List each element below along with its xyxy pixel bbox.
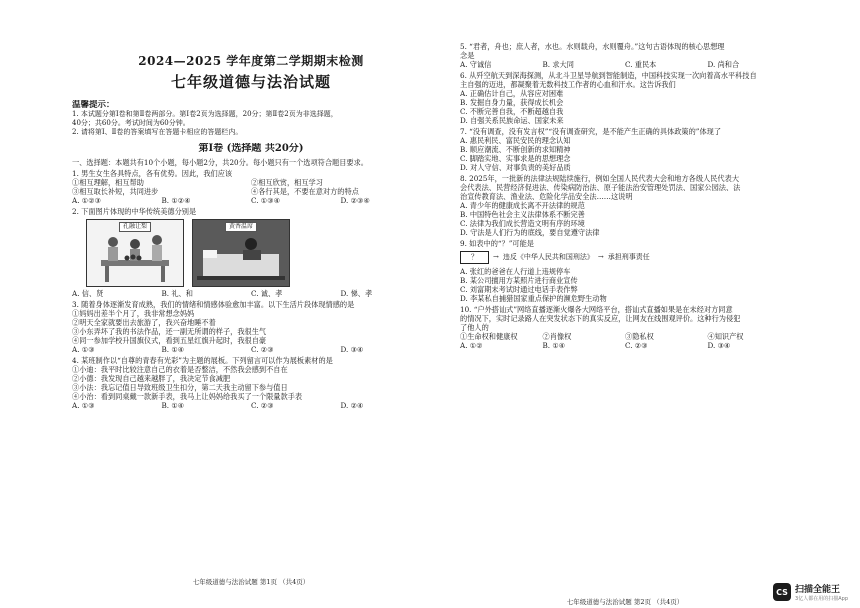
exam-title: 七年级道德与法治试题 bbox=[170, 73, 331, 91]
statement-item: ①妈妈出差半个月了，我非常想念妈妈 bbox=[72, 309, 195, 319]
question-stem-cont: 的情况下，实时记录路人在突发状态下的真实反应，让网友在线围观评价。这种行为侵犯 bbox=[460, 313, 741, 323]
answer-option: D. 悌、孝 bbox=[340, 289, 373, 299]
panel-caption: 孔融让梨 bbox=[119, 222, 151, 232]
question-stem: 2. 下面图片体现的中华传统美德分别是 bbox=[72, 207, 197, 217]
question-stem: 5. “君者，舟也；庶人者，水也。水则载舟，水则覆舟。”这句古语体现的核心思想理 bbox=[460, 42, 725, 51]
question-2 bbox=[72, 207, 430, 298]
answer-option: C. ②③ bbox=[625, 340, 648, 350]
question-stem: 1. 男生女生各具特点，各有优势。因此，我们应该 bbox=[72, 169, 233, 179]
answer-option: A. 青少年的健康成长离不开法律的规范 bbox=[460, 201, 585, 210]
scanner-app-name: 扫描全能王 bbox=[795, 585, 841, 595]
question-10 bbox=[460, 305, 790, 350]
answer-option: A. 惠民利民、富民安民的理念认知 bbox=[460, 136, 571, 145]
consequence-flow bbox=[460, 251, 790, 264]
arrow-right-icon: → bbox=[597, 253, 604, 261]
answer-option: B. ①②④ bbox=[161, 196, 191, 206]
answer-option: A. 正确估计自己，从容应对困难 bbox=[460, 89, 564, 98]
question-stem: 7. “没有调查，没有发言权”“没有调查研究，是不能产生正确的具体政策的”体现了 bbox=[460, 127, 722, 136]
question-stem-cont: 主自强的迈进，都凝聚着无数科技工作者的心血和汗水。这告诉我们 bbox=[460, 80, 676, 89]
question-stem-cont: 治宣传教育法、渔业法、危险化学品安全法……这说明 bbox=[460, 192, 633, 201]
question-5 bbox=[460, 42, 790, 69]
answer-option: D. ②④ bbox=[340, 401, 364, 411]
answer-option: A. ①③ bbox=[72, 401, 95, 411]
answer-option: A. ①② bbox=[460, 340, 483, 350]
question-8 bbox=[460, 174, 790, 237]
camscanner-logo-icon: CS bbox=[773, 583, 791, 601]
notice-line: 40分；共60分。考试时间为60分钟。 bbox=[72, 119, 190, 128]
statement-item: ①生命权和健康权 bbox=[460, 331, 518, 341]
statement-item: ①小迪：我平时比较注意自己的衣着是否整洁，不然我会感到不自在 bbox=[72, 365, 288, 375]
answer-option: C. 诚、孝 bbox=[251, 289, 283, 299]
notice-line: 1. 本试题分第Ⅰ卷和第Ⅱ卷两部分。第Ⅰ卷2页为选择题，20分；第Ⅱ卷2页为非选择题， bbox=[72, 110, 338, 119]
question-stem-cont: 念是 bbox=[460, 51, 475, 60]
question-3 bbox=[72, 300, 430, 354]
answer-option: D. 自强关系民族命运、国家未来 bbox=[460, 116, 564, 125]
answer-option: C. ①③④ bbox=[251, 196, 281, 206]
answer-option: A. 信、贤 bbox=[72, 289, 104, 299]
statement-item: ②肖像权 bbox=[542, 331, 572, 341]
answer-option: D. 守法是人们行为的底线，要自觉遵守法律 bbox=[460, 228, 600, 237]
question-stem-cont: 了他人的 bbox=[460, 322, 489, 332]
answer-option: A. 张红的爸爸在人行道上违规停车 bbox=[460, 266, 571, 276]
answer-option: B. 发掘自身力量，获得成长机会 bbox=[460, 98, 564, 107]
answer-option: C. 脚踏实地、实事求是的思想理念 bbox=[460, 154, 571, 163]
answer-option: A. 守诚信 bbox=[460, 60, 492, 69]
question-4 bbox=[72, 356, 430, 410]
page-footer: 七年级道德与法治试题 第2页 （共4页） bbox=[566, 597, 684, 606]
question-stem: 6. 从歼空航天到深海探测，从北斗卫星导航到智能制造，中国科技实现一次向着高水平科技自 bbox=[460, 71, 757, 80]
answer-option: B. ①④ bbox=[542, 340, 566, 350]
statement-item: ③小东弄坏了我的书法作品，还一副无所谓的样子，我很生气 bbox=[72, 327, 267, 337]
panel-caption: 黄香温席 bbox=[225, 222, 257, 232]
question-stem: 3. 随着身体逐渐发育成熟，我们的情绪和情感体验愈加丰富。以下生活片段体现情感的是 bbox=[72, 300, 355, 310]
page-footer: 七年级道德与法治试题 第1页 （共4页） bbox=[192, 577, 310, 586]
exam-page-2 bbox=[460, 40, 790, 606]
statement-item: ④小治：看到同桌戴一款新手表，我马上让妈妈给我买了一个限量款手表 bbox=[72, 392, 303, 402]
answer-option: B. ①④ bbox=[161, 345, 185, 355]
answer-option: B. 礼、和 bbox=[161, 289, 193, 299]
flow-step: 承担刑事责任 bbox=[607, 253, 650, 261]
flow-unknown-box: ？ bbox=[460, 251, 489, 264]
answer-option: D. 李某私自捕猎国家重点保护的濒危野生动物 bbox=[460, 293, 607, 303]
scanner-watermark bbox=[773, 582, 848, 602]
answer-option: C. ②③ bbox=[251, 401, 274, 411]
question-stem: 9. 如表中的“？”可能是 bbox=[460, 239, 534, 248]
statement-item: ③相互取长补短，共同进步 bbox=[72, 187, 159, 197]
answer-option: A. ①③ bbox=[72, 345, 95, 355]
arrow-right-icon: → bbox=[493, 253, 499, 261]
statement-item: ③小法：我忘记值日导致班级卫生扣分，第二天我主动留下参与值日 bbox=[72, 383, 288, 393]
answer-option: D. ③④ bbox=[340, 345, 364, 355]
statement-item: ③隐私权 bbox=[625, 331, 654, 341]
question-stem: 10. “户外搭讪式”网络直播逐渐火爆各大网络平台，搭讪式直播如果是在未经对方同意 bbox=[460, 304, 733, 314]
answer-option: D. ③④ bbox=[707, 340, 731, 350]
answer-option: C. 法律为我们成长营造文明有序的环境 bbox=[460, 219, 585, 228]
notice-heading: 温馨提示： bbox=[72, 99, 115, 110]
answer-option: C. 不断完善自我，不断超越自我 bbox=[460, 107, 564, 116]
answer-option: C. ②③ bbox=[251, 345, 274, 355]
answer-option: C. 刘富期末考试时通过电话手表作弊 bbox=[460, 284, 578, 294]
question-stem-cont: 会代表法、民营经济促进法、传染病防治法、原子能法治安管理处罚法、国家公园法、法 bbox=[460, 183, 741, 192]
question-stem: 4. 某班制作以“自尊的青春有光彩”为主题的展板。下列留言可以作为展板素材的是 bbox=[72, 356, 333, 366]
answer-option: D. ②③④ bbox=[340, 196, 370, 206]
part-title: 第Ⅰ卷 (选择题 共20分) bbox=[198, 142, 304, 154]
statement-item: ④知识产权 bbox=[707, 331, 744, 341]
answer-option: B. 某公司擅用方某照片进行商业宣传 bbox=[460, 275, 578, 285]
statement-item: ①相互理解，相互帮助 bbox=[72, 178, 144, 188]
notice-line: 2. 请将第Ⅰ、Ⅱ卷的答案填写在答题卡相应的答题栏内。 bbox=[72, 127, 243, 136]
exam-page-1 bbox=[72, 0, 430, 600]
statement-item: ②相互欣赏，相互学习 bbox=[251, 178, 323, 188]
answer-option: D. 对人守信、对事负责的美好品质 bbox=[460, 163, 571, 172]
question-9 bbox=[460, 239, 790, 303]
answer-option: B. 中国特色社会主义法律体系不断完善 bbox=[460, 210, 585, 219]
question-6 bbox=[460, 71, 790, 125]
answer-option: B. 顺应潮流、不断创新的求知精神 bbox=[460, 145, 571, 154]
statement-item: ④同一参加学校升国旗仪式，看到五星红旗升起时，我很自豪 bbox=[72, 336, 267, 346]
section-instruction: 一、选择题：本题共有10个小题，每小题2分，共20分。每小题只有一个选项符合题目要求。 bbox=[72, 158, 368, 168]
scanner-tagline: 3亿人都在用的扫描App bbox=[795, 596, 848, 602]
statement-item: ②明天全家就要出去旅游了，我兴奋地睡不着 bbox=[72, 318, 216, 328]
statement-item: ②小德：我发现自己越来越胖了，我决定节食减肥 bbox=[72, 374, 231, 384]
answer-option: D. 尚和合 bbox=[707, 60, 740, 69]
illustration-panel bbox=[192, 219, 290, 287]
question-1 bbox=[72, 169, 430, 205]
answer-option: A. ①②③ bbox=[72, 196, 102, 206]
illustration-panel bbox=[86, 219, 184, 287]
answer-option: B. ①④ bbox=[161, 401, 185, 411]
exam-year-line: 2024—2025 学年度第二学期期末检测 bbox=[138, 54, 364, 68]
statement-item: ④各行其是，不要在意对方的特点 bbox=[251, 187, 359, 197]
answer-option: C. 重民本 bbox=[625, 60, 657, 69]
question-stem: 8. 2025年，一批新的法律法规陆续施行，例如全国人民代表大会和地方各级人民代表大 bbox=[460, 174, 740, 183]
answer-option: B. 求大同 bbox=[542, 60, 574, 69]
flow-step: 违反《中华人民共和国刑法》 bbox=[502, 253, 594, 261]
question-7 bbox=[460, 127, 790, 172]
